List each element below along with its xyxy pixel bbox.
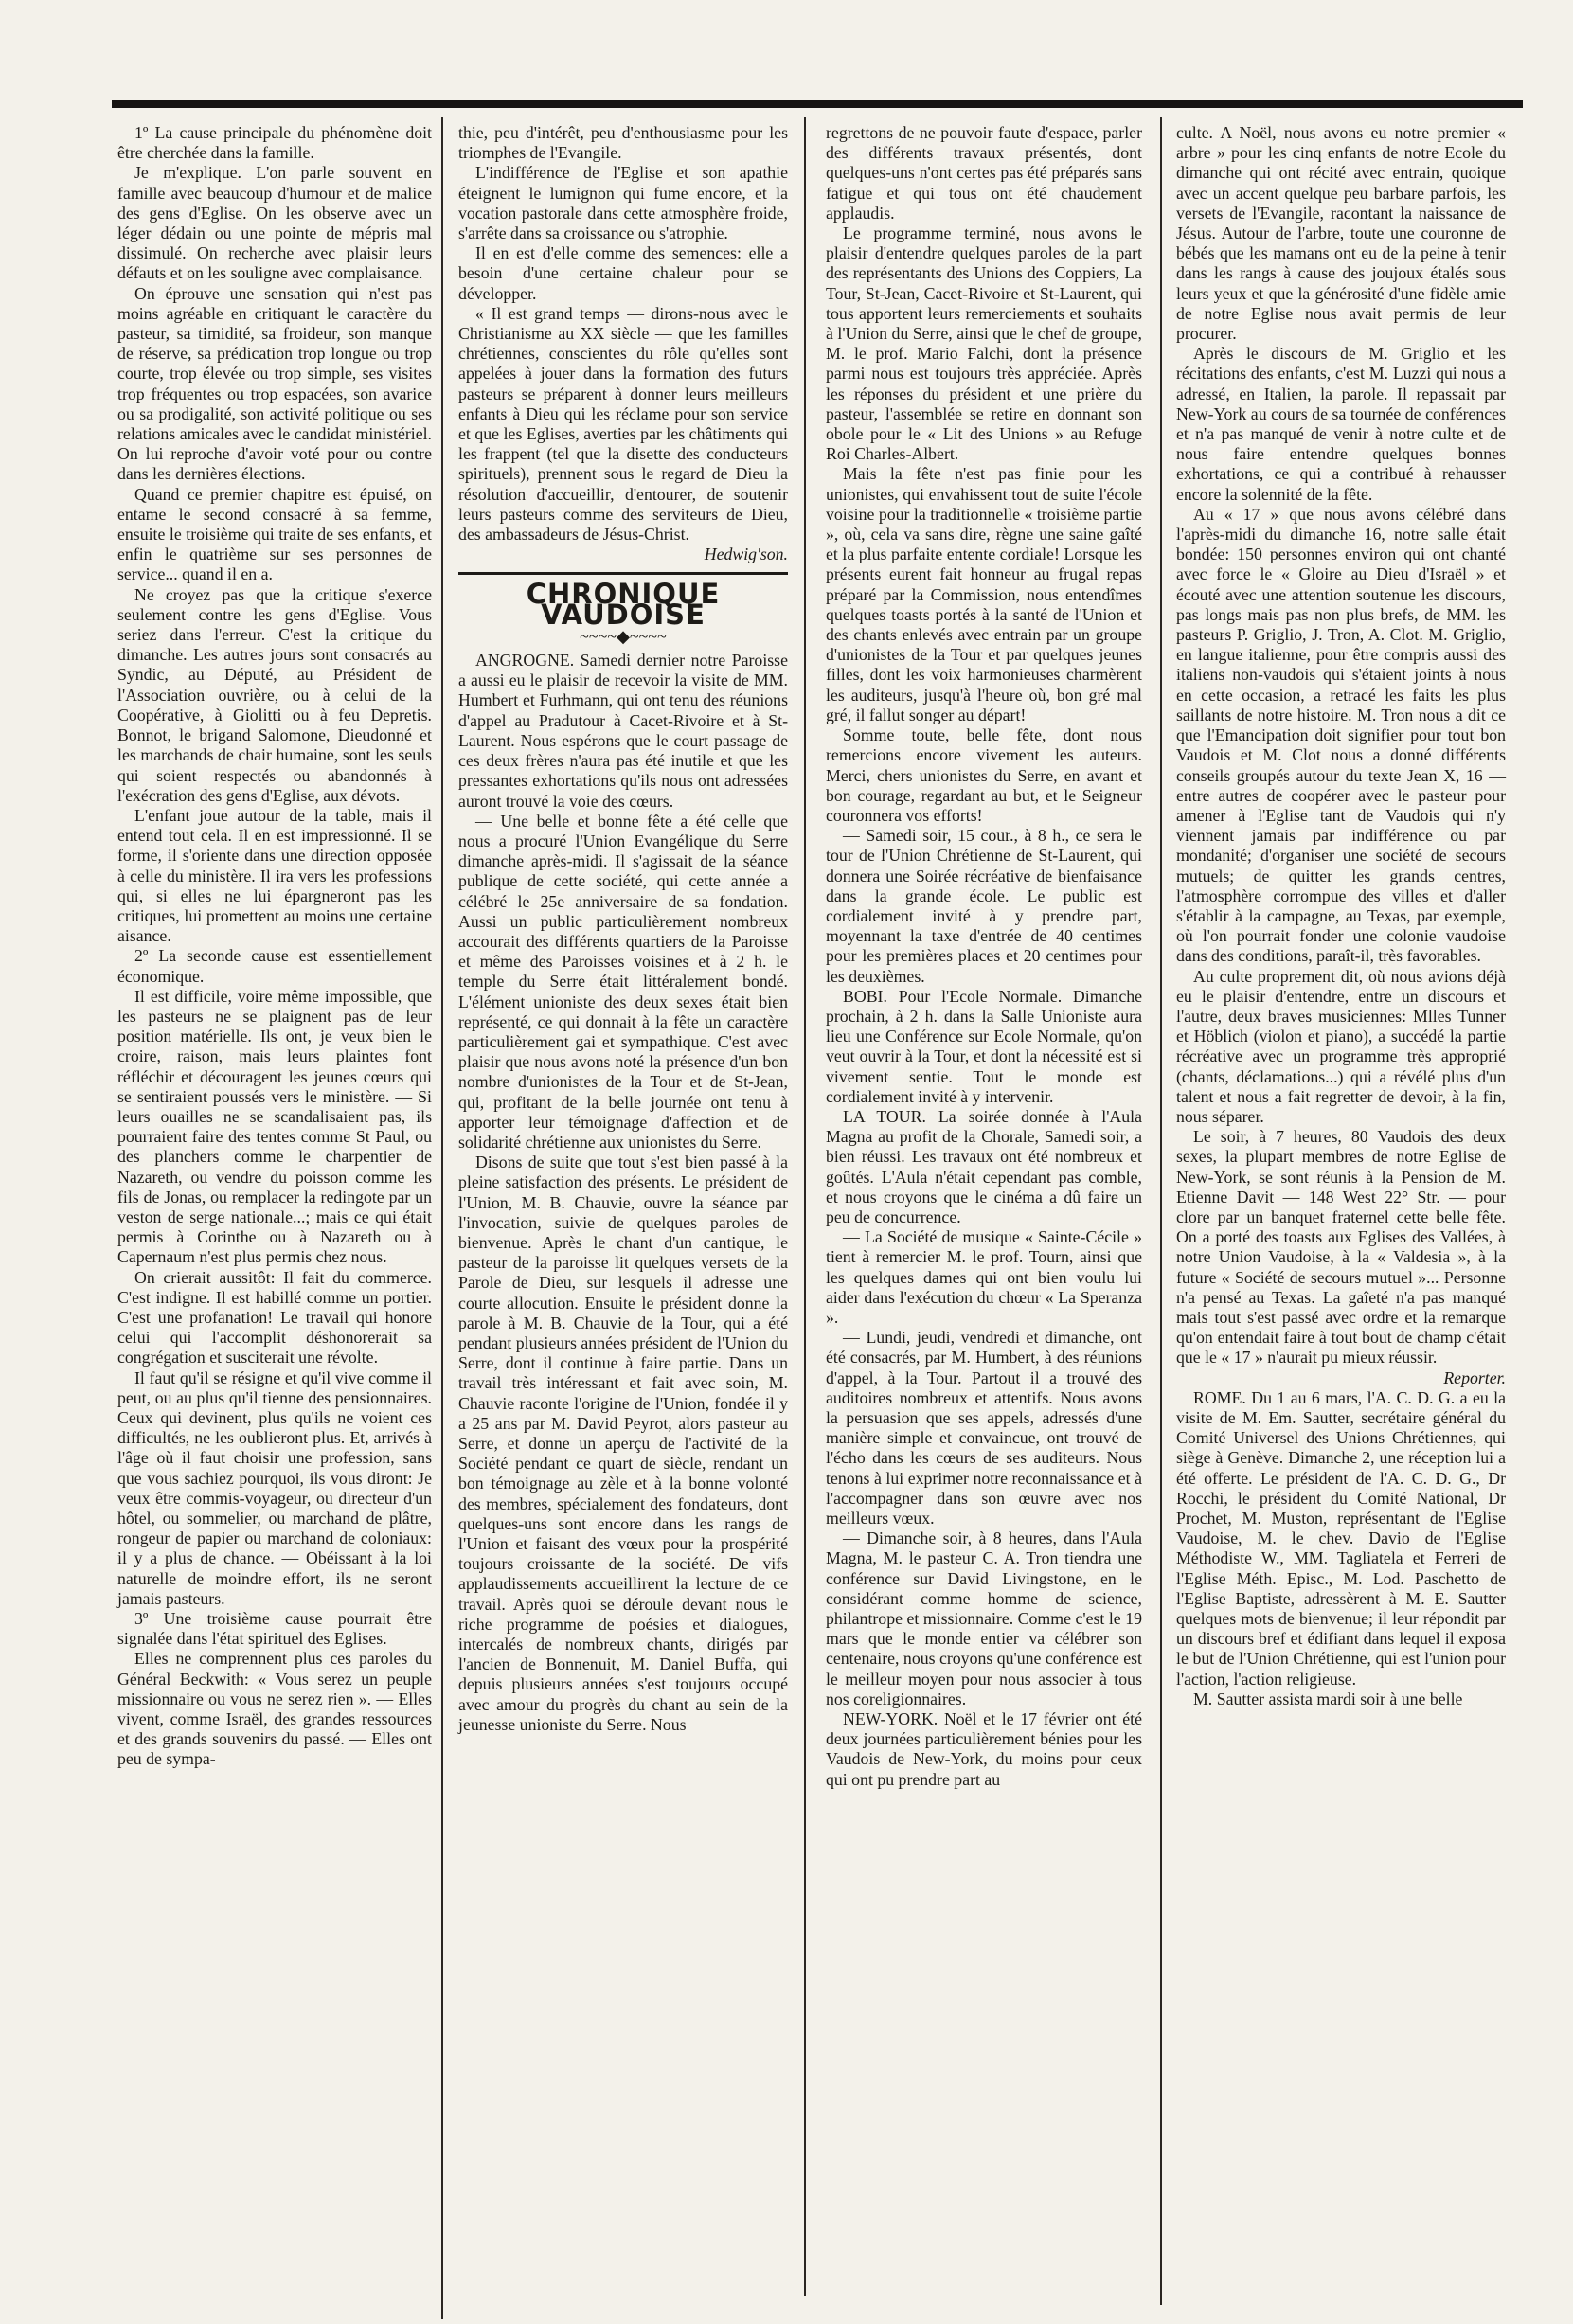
paragraph: Ne croyez pas que la critique s'exerce seulement contre les gens d'Eglise. Vous seriez dans l'erreur. C'est la critique du dimanche. Les autres jours sont consacrés au Syndic, au Député, au Président de l'Association ouvrière, ou à celui de la Coopérative, à Giolitti ou à feu Depretis. Bonnot, le brigand Salomone, Dieudonné et les marchands de chair humaine, sont les seuls qui soient respectés ou abandonnés à l'exécration des gens d'Eglise, aux dévots. [117,584,432,805]
paragraph: Le programme terminé, nous avons le plaisir d'entendre quelques paroles de la part des représentants des Unions des Coppiers, La Tour, St-Jean, Cacet-Rivoire et St-Laurent, qui tous apportent leurs remerciements et souhaits à l'Union du Serre, ainsi que le chef de groupe, M. le prof. Mario Falchi, dont la présence parmi nous est toujours très appréciée. Après les réponses du président et une prière du pasteur, l'assemblée se retire en donnant son obole pour le « Lit des Unions » au Refuge Roi Charles-Albert. [826,223,1142,464]
paragraph: Après le discours de M. Griglio et les récitations des enfants, c'est M. Luzzi qui nous a adressé, en Italien, la parole. Il repassait par New-York au cours de sa tournée de conférences et n'a pas manqué de venir à notre culte et de nous faire entendre quelques bonnes exhortations, ce qui a contribué à rehausser encore la solennité de la fête. [1176,344,1506,504]
article-signature: Reporter. [1443,1368,1506,1387]
paragraph: « Il est grand temps — dirons-nous avec le Christianisme au XX siècle — que les familles chrétiennes, conscientes du rôle qu'elles sont appelées à jouer dans la formation des futurs pasteurs se préparent à donner leurs meilleurs enfants à Dieu qui les réclame pour son service et que les Eglises, averties par les châtiments qui les frappent (tel que la disette des conducteurs spirituels), prennent sous le regard de Dieu la résolution d'accueillir, d'entourer, de soutenir leurs pasteurs comme des serviteurs de Dieu, des ambassadeurs de Jésus-Christ. [458,303,788,545]
paragraph: Il faut qu'il se résigne et qu'il vive comme il peut, ou au plus qu'il tienne des pensionnaires. Ceux qui devinent, plus qu'ils ne voient ces difficultés, ne les oublieront plus. Et, arrivés à l'âge où il faut choisir une profession, sans que vous sachiez pourquoi, ils vous diront: Je veux être commis-voyageur, ou directeur d'un hôtel, ou sommelier, ou marchand de plâtre, rongeur de papier ou marchand de coloniaux: il y a plus de chance. — Obéissant à la loi naturelle de moindre effort, ils ne seront jamais pasteurs. [117,1368,432,1608]
column-divider [804,117,806,2296]
column-4 [1176,123,1506,1709]
paragraph: Disons de suite que tout s'est bien passé à la pleine satisfaction des présents. Le président de l'Union, M. B. Chauvie, ouvre la séance par l'invocation, suivie de quelques paroles de bienvenue. Après le chant d'un cantique, le pasteur de la paroisse lit quelques versets de la Parole de Dieu, sur lesquels il adresse une courte allocution. Ensuite le président donne la parole à M. B. Chauvie de la Tour, qui a été pendant plusieurs années président de l'Union du Serre, dont il continue à faire partie. Dans un travail très intéressant et fait avec soin, M. Chauvie raconte l'origine de l'Union, fondée il y a 25 ans par M. David Peyrot, alors pasteur au Serre, et donne un aperçu de l'activité de la Société pendant ce quart de siècle, rendant un bon témoignage au zèle et à la bonne volonté des membres, spécialement des fondateurs, dont quelques-uns sont encore dans les rangs de l'Union et faisant des vœux pour la prospérité toujours croissante de la société. De vifs applaudissements accueillirent la lecture de ce travail. Après quoi se déroule devant nous le riche programme de poésies et dialogues, intercalés de nombreux chants, dirigés par l'ancien de Bonnenuit, M. Daniel Buffa, qui depuis plusieurs années s'est toujours occupé avec amour du progrès du chant au sein de la jeunesse unioniste du Serre. Nous [458,1153,788,1734]
paragraph: 3º Une troisième cause pourrait être signalée dans l'état spirituel des Eglises. [117,1609,432,1649]
paragraph: L'enfant joue autour de la table, mais il entend tout cela. Il en est impressionné. Il se forme, il s'oriente dans une direction opposée à celle du ministère. Il ira vers les professions qui, si elles ne lui épargneront pas les critiques, lui promettent au moins une certaine aisance. [117,805,432,946]
paragraph: Il en est d'elle comme des semences: elle a besoin d'une certaine chaleur pour se développer. [458,243,788,303]
paragraph: On éprouve une sensation qui n'est pas moins agréable en critiquant le caractère du pasteur, sa timidité, sa froideur, son manque de réserve, sa prédication trop longue ou trop courte, trop élevée ou trop simple, ses visites trop fréquentes ou trop espacées, son avarice ou sa prodigalité, son activité politique ou ses relations amicales avec le candidat ministériel. On lui reproche d'avoir voté pour ou contre dans les dernières élections. [117,283,432,484]
column-divider [441,117,443,2319]
paragraph: NEW-YORK. Noël et le 17 février ont été deux journées particulièrement bénies pour les Vaudois de New-York, du moins pour ceux qui ont pu prendre part au [826,1709,1142,1789]
paragraph: M. Sautter assista mardi soir à une belle [1193,1689,1463,1708]
ornament: ~~~~◆~~~~ [580,626,667,646]
article-signature: Hedwig'son. [704,545,788,564]
paragraph: L'indifférence de l'Eglise et son apathie éteignent le lumignon qui fume encore, et la vocation pastorale dans cette atmosphère froide, s'arrête dans sa croissance ou s'atrophie. [458,163,788,243]
paragraph: Il est difficile, voire même impossible, que les pasteurs ne se plaignent pas de leur position matérielle. Ils ont, je veux bien le croire, raison, mais leurs plaintes font réfléchir et découragent les jeunes cœurs qui se sentiraient poussés vers le ministère. — Si leurs ouailles ne se scandalisaient pas, ils pourraient faire des tentes comme St Paul, ou des planchers comme le charpentier de Nazareth, ou vendre du poisson comme les fils de Jonas, ou remplacer la redingote par un veston de serge nationale...; mais ce qui était permis à Corinthe ou à Nazareth ou à Capernaum n'est plus permis chez nous. [117,986,432,1267]
paragraph: Mais la fête n'est pas finie pour les unionistes, qui envahissent tout de suite l'école voisine pour la traditionnelle « troisième partie », où, cela va sans dire, règne une saine gaîté et la plus parfaite entente cordiale! Lorsque les présents eurent fait honneur au frugal repas préparé par la Commission, nous entendîmes quelques toasts portés à la santé de l'Union et des chants enlevés avec entrain par un groupe d'unionistes de la Tour et par quelques jeunes filles, dont les voix harmonieuses charmèrent les auditeurs, jusqu'à l'heure où, bon gré mal gré, il fallut songer au départ! [826,464,1142,724]
paragraph: Au culte proprement dit, où nous avions déjà eu le plaisir d'entendre, entre un discours et l'autre, deux braves musiciennes: Mlles Tunner et Höblich (violon et piano), a succédé la partie récréative avec un programme très approprié (chants, déclamations...) qui a révélé plus d'un talent et nous a fait regretter de devoir, à la fin, nous séparer. [1176,966,1506,1126]
paragraph: thie, peu d'intérêt, peu d'enthousiasme pour les triomphes de l'Evangile. [458,123,788,163]
column-2 [458,123,788,1735]
paragraph: LA TOUR. La soirée donnée à l'Aula Magna au profit de la Chorale, Samedi soir, a bien réussi. Les travaux ont été nombreux et goûtés. L'Aula n'était cependant pas comble, et nous croyons que le cinéma a dû faire un peu de concurrence. [826,1106,1142,1226]
column-3 [826,123,1142,1790]
paragraph: — La Société de musique « Sainte-Cécile » tient à remercier M. le prof. Tourn, ainsi que les quelques dames qui ont bien voulu lui aider dans l'exécution du chœur « La Speranza ». [826,1227,1142,1327]
paragraph: Somme toute, belle fête, dont nous remercions encore vivement les auteurs. Merci, chers unionistes du Serre, en avant et bon courage, regardant au but, et le Seigneur couronnera vos efforts! [826,725,1142,825]
paragraph: Au « 17 » que nous avons célébré dans l'après-midi du dimanche 16, notre salle était bondée: 150 personnes environ qui ont chanté avec force le « Gloire au Dieu d'Israël » et écouté avec une attention soutenue les discours, pas longs mais pas non plus brefs, de MM. les pasteurs P. Griglio, J. Tron, A. Clot. M. Griglio, en langue italienne, pour être compris aussi des italiens non-vaudois qui s'étaient joints à nous en cette occasion, a retracé les faits les plus saillants de notre histoire. M. Tron nous a dit ce que l'Emancipation doit signifier pour tout bon Vaudois et M. Clot nous a donné différents conseils groupés autour du texte Jean X, 16 — entre autres de coopérer avec le pasteur pour amener à l'Eglise tant de Vaudois qui n'y viennent jamais par indifférence ou par mondanité; d'organiser une société de secours mutuels; de quitter les grands centres, l'atmosphère corrompue des villes et d'aller s'établir à la campagne, au Texas, par exemple, où l'on pourrait fonder une colonie vaudoise dans des conditions, paraît-il, très favorables. [1176,504,1506,966]
top-rule [112,100,1523,108]
paragraph: ROME. Du 1 au 6 mars, l'A. C. D. G. a eu la visite de M. Em. Sautter, secrétaire général du Comité Universel des Unions Chrétiennes, qui siège à Genève. Dimanche 2, une réception lui a été offerte. Le président de l'A. C. D. G., Dr Rocchi, le président du Comité National, Dr Prochet, M. Muston, représentant de l'Eglise Vaudoise, M. le chev. Davio de l'Eglise Méthodiste W., MM. Tagliatela et Ferreri de l'Eglise Méth. Episc., M. Lod. Paschetto de l'Eglise Baptiste, adressèrent à M. E. Sautter quelques mots de bienvenue; il leur répondit par un discours bref et édifiant dans lequel il exposa le but de l'Union Chrétienne, qui est l'union pour l'action, l'action religieuse. [1176,1387,1506,1689]
section-heading: CHRONIQUE VAUDOISE [458,572,788,624]
paragraph: regrettons de ne pouvoir faute d'espace, parler des différents travaux présentés, dont quelques-uns n'ont certes pas été préparés sans fatigue et qui tous ont été chaudement applaudis. [826,123,1142,223]
paragraph: ANGROGNE. Samedi dernier notre Paroisse a aussi eu le plaisir de recevoir la visite de MM. Humbert et Furhmann, qui ont tenu des réunions d'appel au Pradutour à Cacet-Rivoire et à St-Laurent. Nous espérons que le court passage de ces deux frères n'aura pas été inutile et que les pressantes exhortations qu'ils nous ont adressées auront trouvé la voie des cœurs. [458,651,788,811]
paragraph: Je m'explique. L'on parle souvent en famille avec beaucoup d'humour et de malice des gens d'Eglise. On les observe avec un léger dédain ou une pointe de mépris mal dissimulé. On recherche avec plaisir leurs défauts et on les souligne avec complaisance. [117,163,432,283]
paragraph: — Lundi, jeudi, vendredi et dimanche, ont été consacrés, par M. Humbert, à des réunions d'appel, à la Tour. Partout il a trouvé des auditoires nombreux et attentifs. Nous avons la persuasion que ses appels, adressés d'une manière simple et convaincue, ont trouvé de l'écho dans les cœurs de ses auditeurs. Nous tenons à lui exprimer notre reconnaissance et à l'accompagner dans son œuvre avec nos meilleurs vœux. [826,1328,1142,1528]
column-1 [117,123,432,1770]
paragraph: 2º La seconde cause est essentiellement économique. [117,946,432,986]
paragraph: Elles ne comprennent plus ces paroles du Général Beckwith: « Vous serez un peuple missionnaire ou vous ne serez rien ». — Elles vivent, comme Israël, des grandes ressources et des grands souvenirs du passé. — Elles ont peu de sympa- [117,1649,432,1769]
paragraph: 1º La cause principale du phénomène doit être cherchée dans la famille. [117,123,432,163]
paragraph: culte. A Noël, nous avons eu notre premier « arbre » pour les cinq enfants de notre Ecole du dimanche qui ont récité avec entrain, quoique avec un accent quelque peu barbare parfois, les versets de l'Evangile, racontant la naissance de Jésus. Autour de l'arbre, toute une couronne de bébés que les mamans ont eu de la peine à tenir dans les rangs à cause des joujoux étalés sous leurs yeux et que la générosité d'une fidèle amie de notre Eglise nous avait permis de leur procurer. [1176,123,1506,344]
paragraph: — Dimanche soir, à 8 heures, dans l'Aula Magna, M. le pasteur C. A. Tron tiendra une conférence sur David Livingstone, en le considérant comme homme de science, philantrope et missionnaire. Comme c'est le 19 mars que le monde entier va célébrer son centenaire, nous croyons qu'une conférence est le meilleur moyen pour nous associer à tous nos coreligionnaires. [826,1528,1142,1708]
paragraph: BOBI. Pour l'Ecole Normale. Dimanche prochain, à 2 h. dans la Salle Unioniste aura lieu une Conférence sur Ecole Normale, qu'on veut ouvrir à la Tour, et dont la nécessité est si vivement sentie. Tout le monde est cordialement invité à y intervenir. [826,986,1142,1106]
paragraph: Le soir, à 7 heures, 80 Vaudois des deux sexes, la plupart membres de notre Eglise de New-York, se sont réunis à la Pension de M. Etienne Davit — 148 West 22° Str. — pour clore par un banquet fraternel cette belle fête. On a porté des toasts aux Eglises des Vallées, à notre Union Vaudoise, à la « Valdesia », à la future « Société de secours mutuel »... Personne n'a pensé au Texas. La gaîeté n'a pas manqué mais tout s'est passé avec ordre et la remarque qu'on entendait faire à tout bout de champ c'était que le « 17 » n'aurait pu mieux réussir. [1176,1127,1506,1368]
paragraph: — Une belle et bonne fête a été celle que nous a procuré l'Union Evangélique du Serre dimanche après-midi. Il s'agissait de la séance publique de cette société, qui cette année a célébré le 25e anniversaire de sa fondation. Aussi un public particulièrement nombreux accourait des différents quartiers de la Paroisse et même des Paroisses voisines et à 2 h. le temple du Serre était littéralement bondé. L'élément unioniste des deux sexes était bien représenté, ce qui donnait à la fête un caractère particulièrement gai et sympathique. C'est avec plaisir que nous avons noté la présence d'un bon nombre d'unionistes de la Tour et de St-Jean, qui, profitant de la belle journée ont tenu à apporter leur témoignage d'affection et de solidarité chrétienne aux unionistes du Serre. [458,811,788,1152]
column-divider [1160,117,1162,2305]
paragraph: — Samedi soir, 15 cour., à 8 h., ce sera le tour de l'Union Chrétienne de St-Laurent, qui donnera une Soirée récréative de bienfaisance dans la grande école. Le public est cordialement invité à y prendre part, moyennant la taxe d'entrée de 40 centimes pour les premières places et 20 centimes pour les deuxièmes. [826,826,1142,986]
paragraph: On crierait aussitôt: Il fait du commerce. C'est indigne. Il est habillé comme un portier. C'est une profanation! Le travail qui honore celui qui l'accomplit déshonorerait sa congrégation et susciterait une révolte. [117,1267,432,1368]
paragraph: Quand ce premier chapitre est épuisé, on entame le second consacré à sa femme, ensuite le troisième qui traite de ses enfants, et enfin le quatrième sur ses personnes de service... quand il en a. [117,484,432,584]
